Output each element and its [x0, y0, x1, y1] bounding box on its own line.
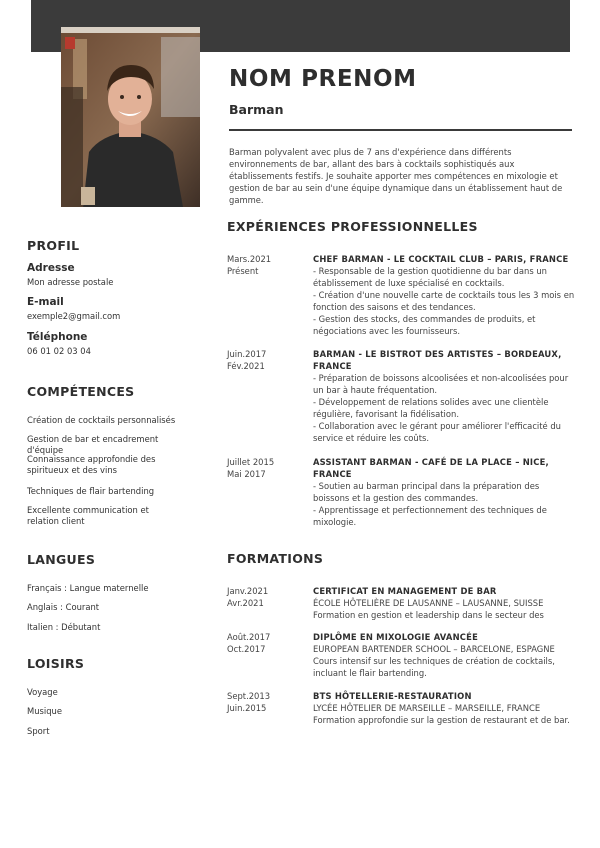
- hobby-item: Musique: [27, 706, 63, 716]
- end-date: Avr.2021: [227, 598, 264, 608]
- address-value: Mon adresse postale: [27, 277, 114, 287]
- profile-section-title: PROFIL: [27, 238, 80, 253]
- job-detail: - Gestion des stocks, des commandes de produits, et négociations avec les fournisseurs.: [313, 314, 536, 336]
- experience-entry: [313, 253, 575, 337]
- education-entry: [313, 585, 575, 621]
- end-date: Mai 2017: [227, 469, 266, 479]
- education-entry: [313, 631, 575, 679]
- experience-dates: [227, 456, 307, 480]
- hobby-item: Sport: [27, 726, 50, 736]
- experience-section-title: EXPÉRIENCES PROFESSIONNELLES: [227, 219, 478, 234]
- degree-detail: EUROPEAN BARTENDER SCHOOL – BARCELONE, ESPAGNE: [313, 644, 555, 654]
- skill-item: Connaissance approfondie des spiritueux et des vins: [27, 454, 156, 475]
- degree-detail: Formation approfondie sur la gestion de restaurant et de bar.: [313, 715, 570, 725]
- candidate-role: Barman: [229, 102, 284, 117]
- profile-summary: Barman polyvalent avec plus de 7 ans d'expérience dans différents environnements de bar, allant des bars à cocktails sophistiqués aux établissements festifs. Je souhaite apporter mes compétences en mixologie et gestion de bar au sein d'une équipe dynamique dans un établissement haut de gamme.: [229, 147, 563, 205]
- email-value: exemple2@gmail.com: [27, 311, 121, 321]
- language-item: Anglais : Courant: [27, 602, 100, 612]
- job-detail: - Développement de relations solides avec une clientèle régulière, favorisant la fidélisation.: [313, 397, 549, 419]
- experience-entry: [313, 456, 575, 528]
- email-label: E-mail: [27, 296, 64, 308]
- start-date: Janv.2021: [227, 586, 269, 596]
- job-detail: - Soutien au barman principal dans la préparation des boissons et la gestion des commandes.: [313, 481, 540, 503]
- experience-dates: [227, 348, 307, 372]
- end-date: Présent: [227, 266, 259, 276]
- job-title: BARMAN - LE BISTROT DES ARTISTES – BORDEAUX, FRANCE: [313, 349, 562, 371]
- skill-item: Excellente communication et relation client: [27, 505, 149, 526]
- skill-item: Gestion de bar et encadrement d'équipe: [27, 434, 159, 455]
- language-item: Français : Langue maternelle: [27, 583, 149, 593]
- phone-value: 06 01 02 03 04: [27, 346, 91, 356]
- end-date: Oct.2017: [227, 644, 266, 654]
- education-dates: [227, 631, 307, 655]
- start-date: Juillet 2015: [227, 457, 275, 467]
- degree-title: BTS HÔTELLERIE-RESTAURATION: [313, 691, 472, 701]
- education-entry: [313, 690, 575, 726]
- degree-detail: ÉCOLE HÔTELIÈRE DE LAUSANNE – LAUSANNE, SUISSE: [313, 598, 544, 608]
- candidate-name: NOM PRENOM: [229, 66, 417, 92]
- skills-section-title: COMPÉTENCES: [27, 384, 135, 399]
- end-date: Fév.2021: [227, 361, 265, 371]
- portrait-image: [61, 27, 200, 207]
- start-date: Sept.2013: [227, 691, 271, 701]
- hobby-item: Voyage: [27, 687, 58, 697]
- job-detail: - Création d'une nouvelle carte de cocktails tous les 3 mois en fonction des saisons et des tendances.: [313, 290, 575, 312]
- education-dates: [227, 585, 307, 609]
- degree-title: CERTIFICAT EN MANAGEMENT DE BAR: [313, 586, 497, 596]
- language-item: Italien : Débutant: [27, 622, 101, 632]
- job-detail: - Collaboration avec le gérant pour améliorer l'efficacité du service et réduire les coûts.: [313, 421, 561, 443]
- skill-item: Création de cocktails personnalisés: [27, 415, 176, 425]
- languages-section-title: LANGUES: [27, 552, 96, 567]
- start-date: Août.2017: [227, 632, 271, 642]
- job-detail: - Apprentissage et perfectionnement des techniques de mixologie.: [313, 505, 547, 527]
- job-detail: - Préparation de boissons alcoolisées et non-alcoolisées pour un bar à haute fréquentation.: [313, 373, 569, 395]
- degree-detail: Formation en gestion et leadership dans le secteur des: [313, 610, 544, 620]
- job-title: CHEF BARMAN - LE COCKTAIL CLUB – PARIS, FRANCE: [313, 254, 569, 264]
- degree-detail: LYCÉE HÔTELIER DE MARSEILLE – MARSEILLE, FRANCE: [313, 703, 541, 713]
- education-dates: [227, 690, 307, 714]
- phone-label: Téléphone: [27, 331, 88, 343]
- degree-detail: Cours intensif sur les techniques de création de cocktails, incluant le flair bartending.: [313, 656, 555, 678]
- skill-item: Techniques de flair bartending: [27, 486, 155, 496]
- address-label: Adresse: [27, 262, 75, 274]
- job-title: ASSISTANT BARMAN - CAFÉ DE LA PLACE – NICE, FRANCE: [313, 457, 549, 479]
- start-date: Mars.2021: [227, 254, 272, 264]
- end-date: Juin.2015: [227, 703, 267, 713]
- profile-photo: [61, 27, 200, 207]
- experience-entry: [313, 348, 575, 444]
- experience-dates: [227, 253, 307, 277]
- education-section-title: FORMATIONS: [227, 551, 324, 566]
- degree-title: DIPLÔME EN MIXOLOGIE AVANCÉE: [313, 632, 478, 642]
- start-date: Juin.2017: [227, 349, 267, 359]
- hobbies-section-title: LOISIRS: [27, 656, 85, 671]
- header-divider: [229, 129, 572, 131]
- job-detail: - Responsable de la gestion quotidienne du bar dans un établissement de luxe spécialisé en cocktails.: [313, 266, 547, 288]
